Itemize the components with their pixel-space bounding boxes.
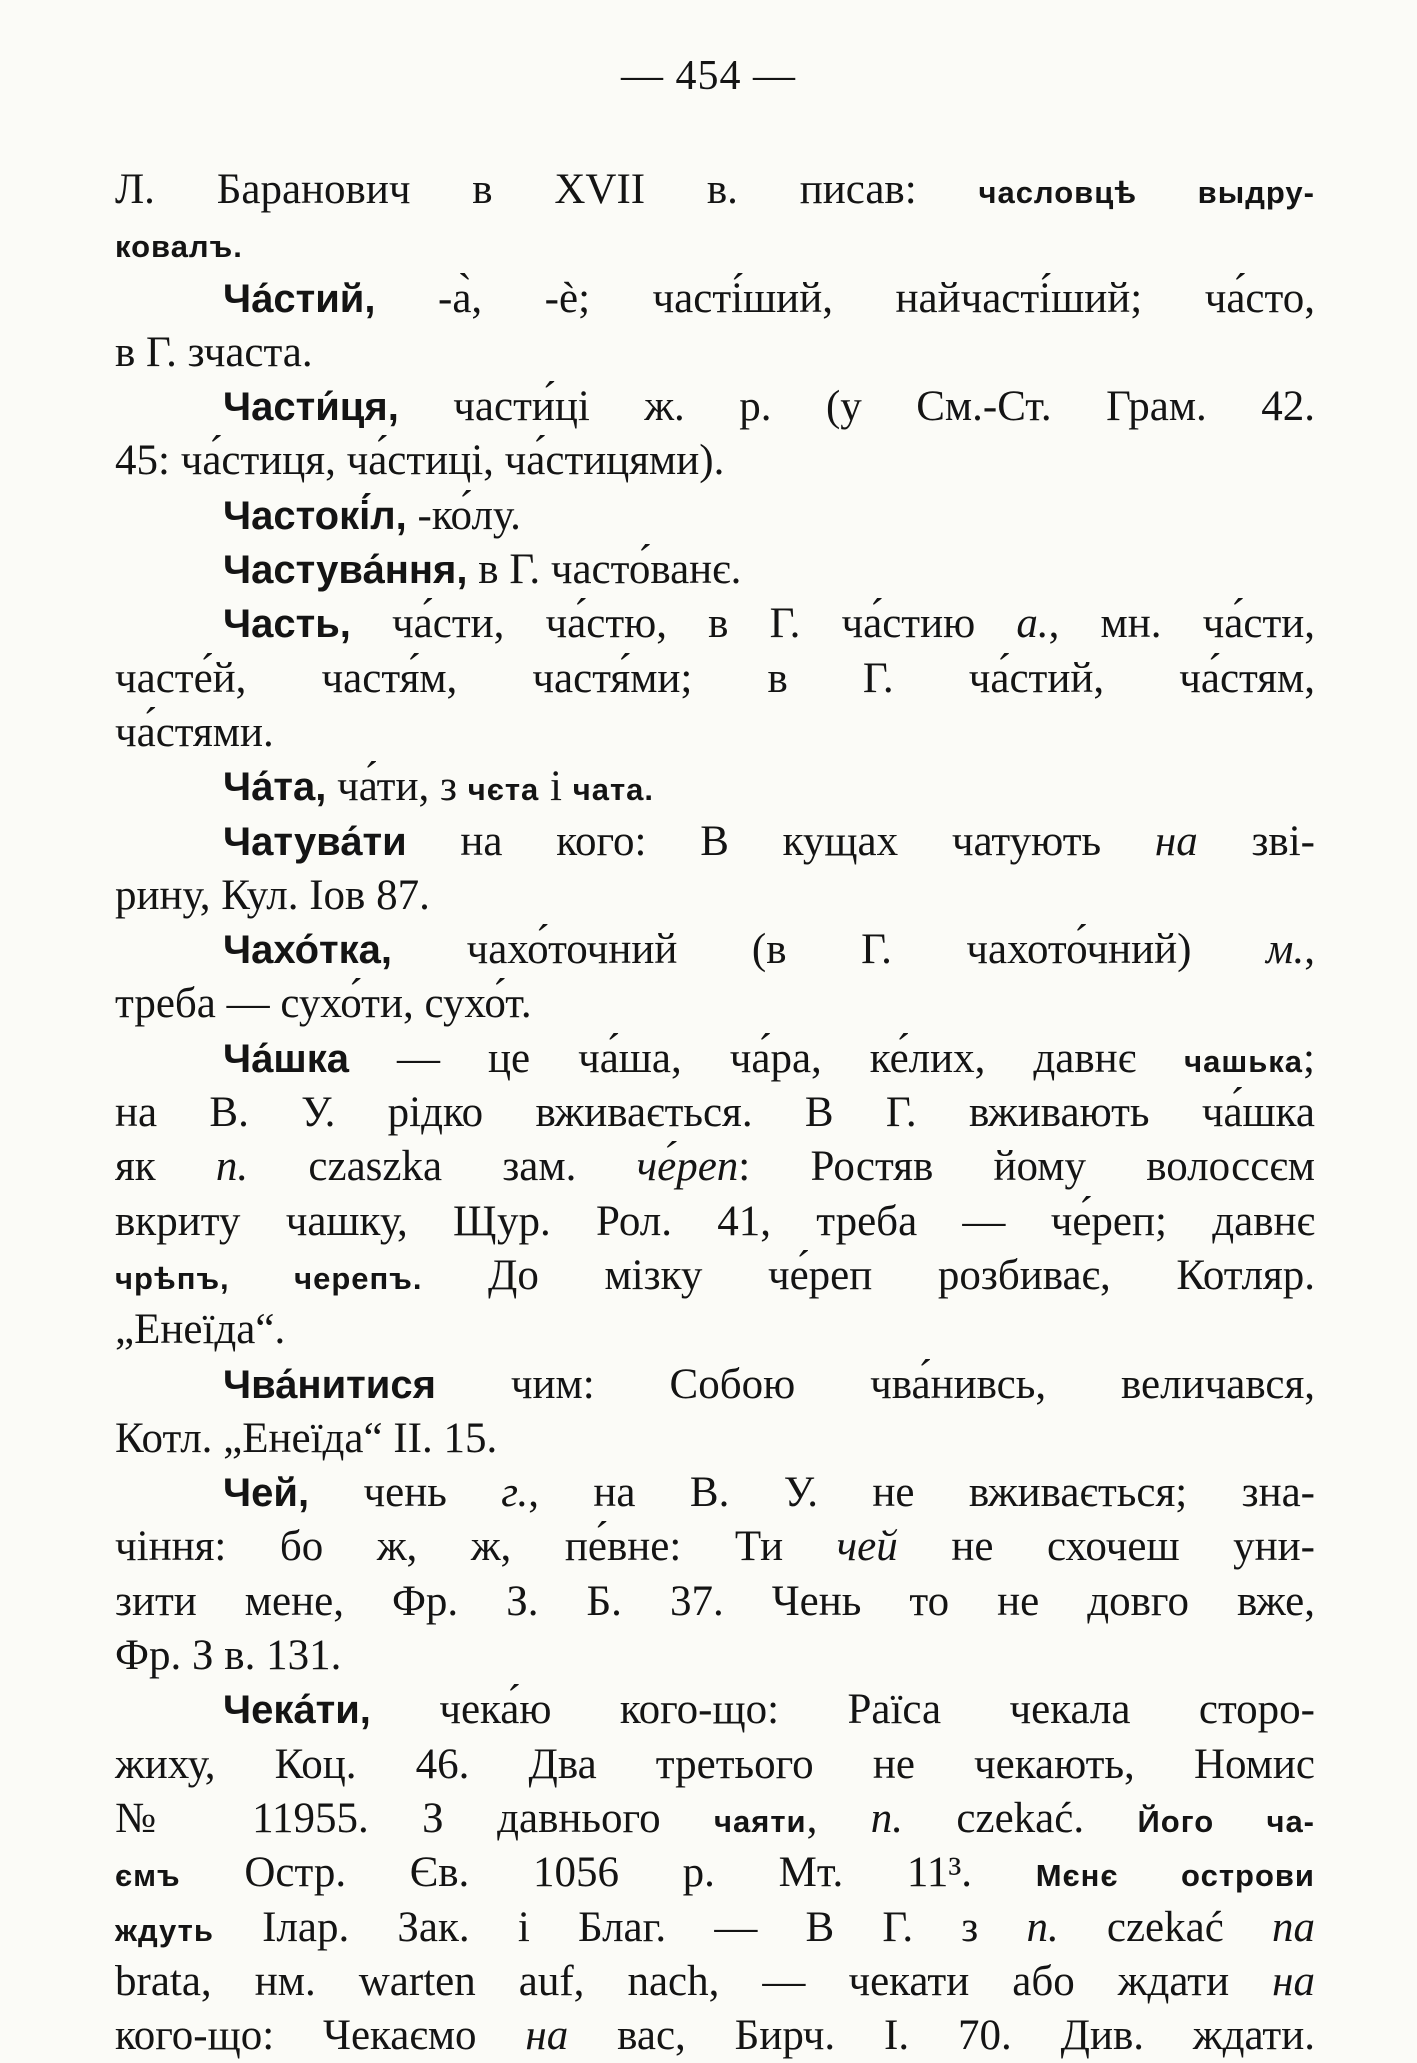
text-run: зити мене, Фр. З. Б. 37. Чень то не довго вже,: [115, 1577, 1315, 1625]
text-line: [115, 1846, 1315, 1900]
italic-run: а.: [1016, 600, 1049, 648]
text-run: чіння: бо ж, ж, пе́вне: Ти: [115, 1523, 837, 1571]
text-line: [115, 1412, 1315, 1466]
text-line: [115, 1901, 1315, 1955]
text-run: не схочеш уни-: [897, 1523, 1315, 1571]
text-line: [115, 597, 1315, 651]
text-run: Котл. „Енеїда“ II. 15.: [115, 1414, 498, 1462]
old-script-word: ковалъ.: [115, 229, 243, 265]
text-line: [115, 1140, 1315, 1194]
headword: Части́ця,: [223, 385, 399, 430]
text-run: „Енеїда“.: [115, 1306, 286, 1354]
italic-run: на: [1154, 817, 1198, 865]
italic-run: че́реп: [636, 1143, 739, 1191]
text-run: на кого: В кущах чатують: [406, 817, 1155, 865]
text-run: Остр. Єв. 1056 р. Мт. 11³.: [180, 1849, 1036, 1897]
old-script-word: чата.: [572, 772, 654, 808]
text-line: [115, 1249, 1315, 1303]
text-run: ча́ти, з: [326, 763, 468, 811]
text-run: Ілар. Зак. і Благ. — В Г. з: [213, 1903, 1027, 1951]
text-run: кого-що: Чекаємо: [115, 2012, 526, 2060]
text-run: — це ча́ша, ча́ра, ке́лих, давнє: [348, 1034, 1185, 1082]
italic-run: на: [1272, 1957, 1315, 2005]
text-run: вкриту чашку, Щур. Рол. 41, треба — че́реп; давнє: [115, 1197, 1315, 1245]
text-line: [115, 489, 1315, 543]
text-line: [115, 217, 1315, 271]
text-run: ;: [1303, 1034, 1315, 1082]
italic-run: п.: [870, 1794, 903, 1842]
text-run: ча́стями.: [115, 708, 274, 756]
old-script-word: ждуть: [115, 1912, 214, 1948]
italic-run: п.: [1026, 1903, 1059, 1951]
italic-run: на: [525, 2012, 569, 2060]
text-line: [115, 1086, 1315, 1140]
text-line: [115, 1575, 1315, 1629]
text-line: [115, 815, 1315, 869]
text-run: рину, Кул. Іов 87.: [115, 871, 430, 919]
text-run: ,: [806, 1794, 871, 1842]
text-run: До мізку че́реп розбиває, Котляр.: [422, 1251, 1315, 1299]
text-line: [115, 434, 1315, 488]
headword: Часть,: [223, 602, 351, 647]
text-run: чень: [309, 1469, 502, 1517]
old-script-word: ємъ: [115, 1858, 181, 1894]
text-line: [115, 380, 1315, 434]
text-run: части́ці ж. р. (у См.-Ст. Грам. 42.: [398, 383, 1315, 431]
text-line: [115, 706, 1315, 760]
text-run: brata, нм. warten auf, nach, — чекати або ждати: [115, 1957, 1273, 2005]
text-run: Фр. З в. 131.: [115, 1632, 342, 1680]
text-run: : Ростяв йому волоссєм: [738, 1143, 1315, 1191]
text-line: [115, 1955, 1315, 2009]
headword: Чахо́тка,: [223, 928, 393, 973]
text-run: -ко́лу.: [406, 491, 521, 539]
italic-run: чей: [836, 1523, 898, 1571]
headword: Чей,: [223, 1471, 310, 1516]
page-number: — 454 —: [621, 53, 796, 99]
old-script-word: Мєнє острови: [1035, 1858, 1315, 1894]
text-line: [115, 1738, 1315, 1792]
text-line: [115, 869, 1315, 923]
text-run: в Г. часто́ванє.: [467, 546, 742, 594]
italic-run: na: [1271, 1903, 1315, 1951]
headword: Чатува́ти: [223, 819, 407, 864]
text-line: [115, 1466, 1315, 1520]
text-line: [115, 1303, 1315, 1357]
text-run: чахо́точний (в Г. чахото́чний): [392, 926, 1267, 974]
old-script-word: чаяти: [714, 1803, 807, 1839]
text-run: , мн. ча́сти,: [1048, 600, 1315, 648]
text-run: czekać: [1058, 1903, 1272, 1951]
text-run: 45: ча́стиця, ча́стиці, ча́стицями).: [115, 437, 725, 485]
headword: Ча́та,: [223, 765, 327, 810]
headword: Частува́ння,: [223, 548, 468, 593]
text-run: чим: Собою чва́нивсь, величався,: [435, 1360, 1315, 1408]
text-run: вас, Бирч. І. 70. Див. ждати.: [568, 2012, 1315, 2060]
text-run: чека́ю кого-що: Раїса чекала сторо-: [370, 1686, 1315, 1734]
text-run: czekać.: [903, 1794, 1138, 1842]
text-line: [115, 2009, 1315, 2063]
old-script-word: Його ча-: [1137, 1803, 1316, 1839]
italic-run: п.: [215, 1143, 249, 1191]
text-run: ча́сти, ча́стю, в Г. ча́стию: [350, 600, 1017, 648]
text-run: № 11955. З давнього: [115, 1794, 714, 1842]
old-script-word: чєта: [467, 772, 540, 808]
text-line: [115, 977, 1315, 1031]
italic-run: м.: [1266, 926, 1305, 974]
headword: Ча́стий,: [223, 276, 376, 321]
text-line: [115, 760, 1315, 814]
text-run: czaszka зам.: [248, 1143, 637, 1191]
text-line: [115, 1629, 1315, 1683]
text-line: [115, 1683, 1315, 1737]
headword: Ча́шка: [223, 1036, 349, 1081]
text-run: -а̀, -ѐ; часті́ший, найчасті́ший; ча́сто,: [375, 274, 1315, 322]
old-script-word: чашька: [1184, 1043, 1304, 1079]
text-run: , на В. У. не вживається; зна-: [528, 1469, 1315, 1517]
text-line: [115, 543, 1315, 597]
old-script-word: часловцѣ выдру-: [978, 175, 1315, 210]
text-run: в Г. зчаста.: [115, 328, 313, 376]
text-line: [115, 652, 1315, 706]
headword: Частокі́л,: [223, 493, 407, 538]
text-line: [115, 272, 1315, 326]
text-run: зві-: [1197, 817, 1315, 865]
italic-run: г.: [501, 1469, 529, 1517]
text-run: жиху, Коц. 46. Два третього не чекають, Номис: [115, 1740, 1315, 1788]
text-line: [115, 1792, 1315, 1846]
text-run: як: [115, 1143, 216, 1191]
text-line: [115, 163, 1315, 217]
text-line: [115, 923, 1315, 977]
text-line: [115, 1520, 1315, 1574]
text-line: [115, 1358, 1315, 1412]
text-run: на В. У. рідко вживається. В Г. вживають ча́шка: [115, 1089, 1315, 1137]
dictionary-text: [115, 163, 1315, 2063]
text-run: і: [539, 763, 573, 811]
text-run: Л. Баранович в XVII в. писав:: [115, 166, 979, 213]
text-run: треба — сухо́ти, сухо́т.: [115, 980, 532, 1028]
headword: Чва́нитися: [223, 1362, 436, 1407]
text-line: [115, 1195, 1315, 1249]
text-run: ,: [1304, 926, 1315, 974]
headword: Чека́ти,: [223, 1688, 371, 1733]
text-line: [115, 326, 1315, 380]
old-script-word: чрѣпъ, черепъ.: [115, 1260, 423, 1296]
text-line: [115, 1032, 1315, 1086]
text-run: часте́й, частя́м, частя́ми; в Г. ча́стий, ча́стям,: [115, 654, 1315, 702]
